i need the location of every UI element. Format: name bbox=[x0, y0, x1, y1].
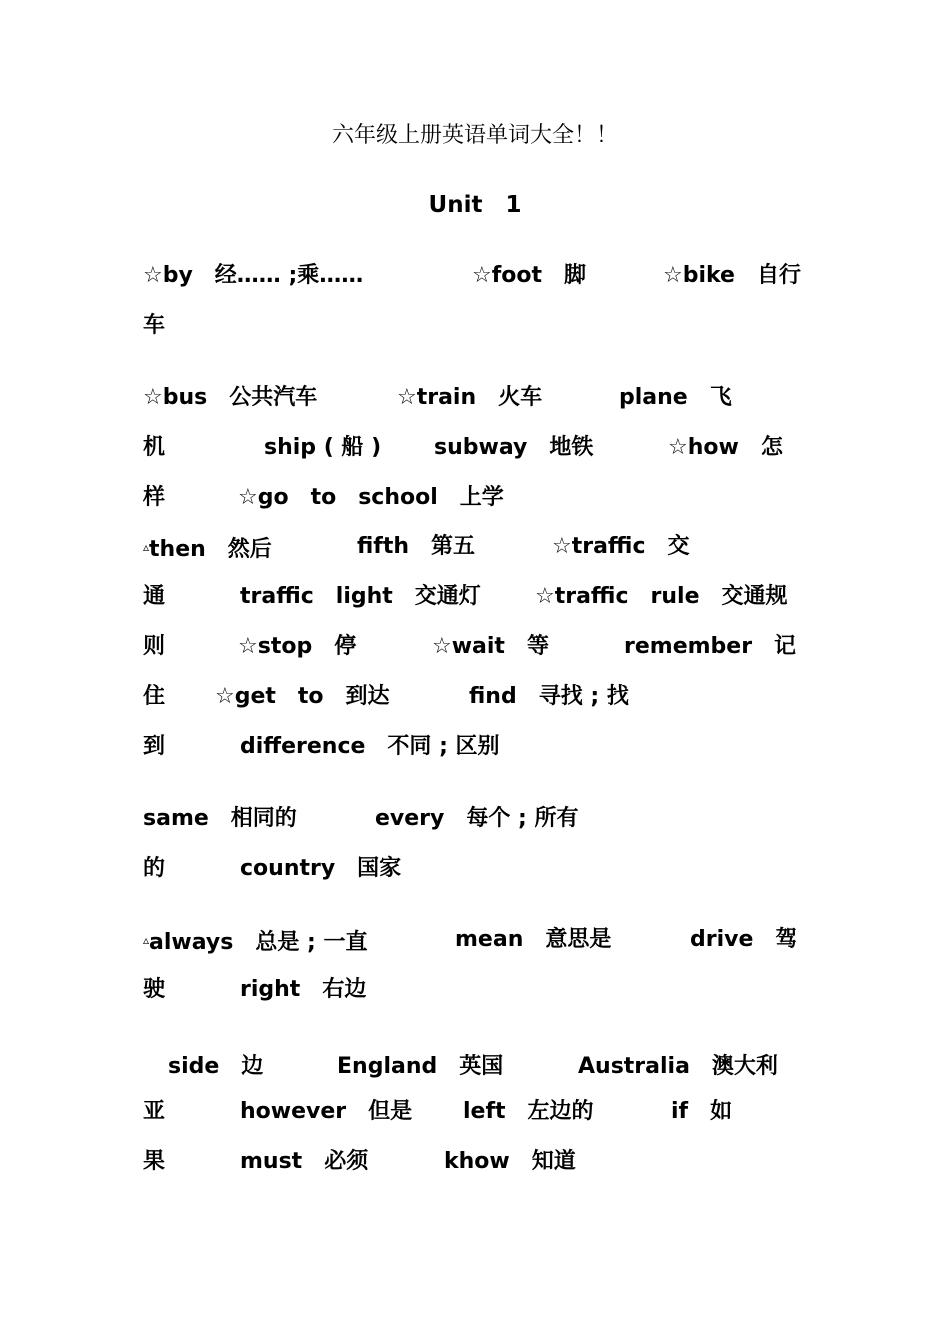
vocab-entry: 果 bbox=[143, 1149, 166, 1174]
vocab-entry: England 英国 bbox=[337, 1054, 504, 1079]
vocab-entry: 则 bbox=[143, 634, 166, 659]
vocab-entry: ☆traffic 交 bbox=[552, 534, 690, 559]
vocab-entry: ☆wait 等 bbox=[432, 634, 549, 659]
vocab-entry: plane 飞 bbox=[619, 385, 732, 410]
vocab-line bbox=[0, 632, 950, 672]
vocab-entry: traffic light 交通灯 bbox=[240, 584, 481, 609]
vocab-line bbox=[0, 975, 950, 1015]
vocab-entry: drive 驾 bbox=[690, 927, 798, 952]
vocab-entry: left 左边的 bbox=[463, 1099, 594, 1124]
vocab-entry: 住 bbox=[143, 684, 166, 709]
vocab-entry: country 国家 bbox=[240, 856, 402, 881]
vocab-line bbox=[0, 804, 950, 844]
vocab-entry: must 必须 bbox=[240, 1149, 369, 1174]
vocab-entry: however 但是 bbox=[240, 1099, 413, 1124]
vocab-entry: 的 bbox=[143, 856, 166, 881]
unit-heading: Unit 1 bbox=[428, 192, 522, 218]
vocab-entry: every 每个 ; 所有 bbox=[375, 806, 579, 831]
vocab-entry: ☆foot 脚 bbox=[472, 263, 587, 288]
vocab-line bbox=[0, 311, 950, 351]
vocab-entry: 机 bbox=[143, 435, 166, 460]
vocab-entry: remember 记 bbox=[624, 634, 797, 659]
vocab-entry: ☆how 怎 bbox=[668, 435, 783, 460]
vocab-entry: mean 意思是 bbox=[455, 927, 612, 952]
vocab-entry: side 边 bbox=[168, 1054, 264, 1079]
vocab-entry: 通 bbox=[143, 584, 166, 609]
vocab-line bbox=[0, 483, 950, 523]
vocab-entry: 到 bbox=[143, 734, 166, 759]
document-title: 六年级上册英语单词大全！！ bbox=[331, 123, 618, 148]
vocab-entry: ☆bike 自行 bbox=[663, 263, 801, 288]
vocab-entry: 亚 bbox=[143, 1099, 166, 1124]
vocab-entry: ▵then 然后 bbox=[143, 537, 272, 562]
vocab-entry: right 右边 bbox=[240, 977, 367, 1002]
vocab-line bbox=[0, 532, 950, 572]
vocab-entry: 车 bbox=[143, 313, 166, 338]
vocab-entry: ☆go to school 上学 bbox=[238, 485, 504, 510]
vocab-entry: difference 不同 ; 区别 bbox=[240, 734, 500, 759]
vocab-entry: Australia 澳大利 bbox=[578, 1054, 778, 1079]
vocab-line bbox=[0, 854, 950, 894]
vocab-line bbox=[0, 682, 950, 722]
vocab-entry: if 如 bbox=[671, 1099, 733, 1124]
vocab-line bbox=[0, 732, 950, 772]
vocab-entry: ▵always 总是 ; 一直 bbox=[143, 930, 368, 955]
vocab-line bbox=[0, 383, 950, 423]
vocab-entry: ☆bus 公共汽车 bbox=[143, 385, 318, 410]
vocab-entry: find 寻找 ; 找 bbox=[469, 684, 629, 709]
vocab-line bbox=[0, 925, 950, 965]
triangle-mark-icon: ▵ bbox=[143, 933, 150, 947]
vocab-entry: ☆traffic rule 交通规 bbox=[535, 584, 788, 609]
vocab-entry: ☆get to 到达 bbox=[215, 684, 390, 709]
vocab-entry: 样 bbox=[143, 485, 166, 510]
vocab-line bbox=[0, 1097, 950, 1137]
vocab-entry: fifth 第五 bbox=[357, 534, 476, 559]
vocab-line bbox=[0, 433, 950, 473]
vocab-entry: subway 地铁 bbox=[434, 435, 594, 460]
vocab-entry: ship ( 船 ) bbox=[264, 435, 382, 460]
vocab-line bbox=[0, 261, 950, 301]
vocab-entry: 驶 bbox=[143, 977, 166, 1002]
vocab-entry: same 相同的 bbox=[143, 806, 297, 831]
vocab-entry: ☆train 火车 bbox=[397, 385, 543, 410]
vocab-entry: khow 知道 bbox=[444, 1149, 576, 1174]
vocab-entry: ☆by 经…… ;乘…… bbox=[143, 263, 364, 288]
vocab-line bbox=[0, 1147, 950, 1187]
vocab-entry: ☆stop 停 bbox=[238, 634, 357, 659]
vocab-line bbox=[0, 1052, 950, 1092]
triangle-mark-icon: ▵ bbox=[143, 540, 150, 554]
vocab-line bbox=[0, 582, 950, 622]
